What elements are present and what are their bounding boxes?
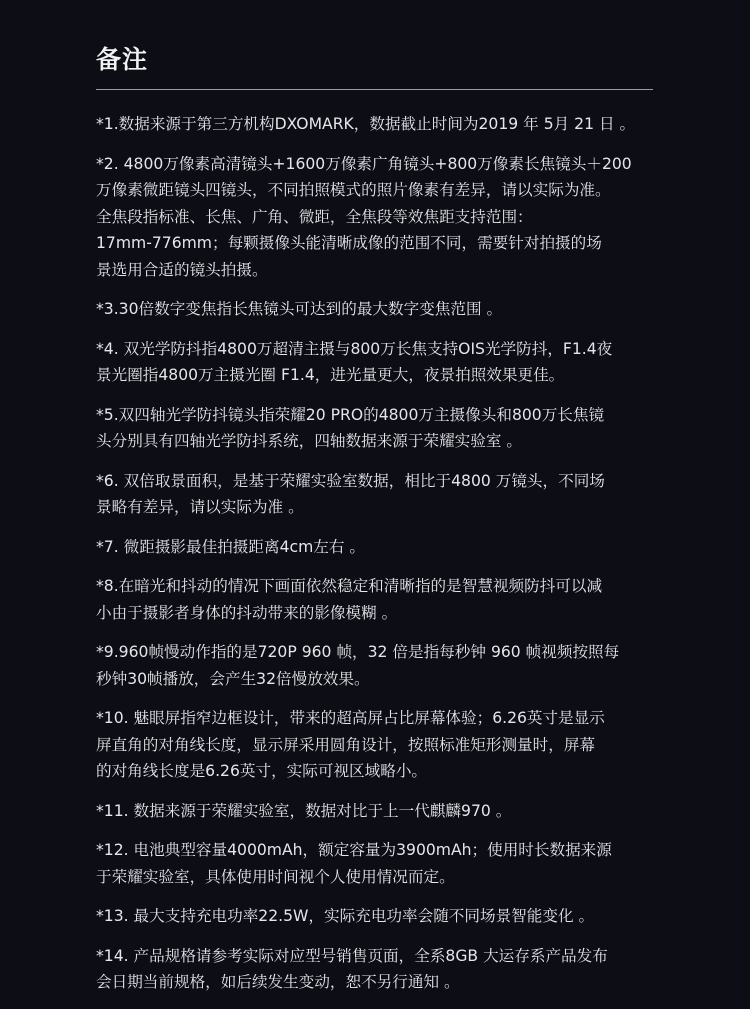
title-divider — [96, 89, 653, 90]
note-4: *4. 双光学防抖指4800万超清主摄与800万长焦支持OIS光学防抖，F1.4夜 景光圈指4800万主摄光圈 F1.4，进光量更大，夜景拍照效果更佳。 — [96, 339, 613, 384]
note-11: *11. 数据来源于荣耀实验室，数据对比于上一代麒麟970 。 — [96, 801, 512, 820]
note-7: *7. 微距摄影最佳拍摄距离4cm左右 。 — [96, 537, 365, 556]
note-8: *8.在暗光和抖动的情况下画面依然稳定和清晰指的是智慧视频防抖可以减 小由于摄影者身体的抖动带来的影像模糊 。 — [96, 577, 603, 622]
note-12: *12. 电池典型容量4000mAh，额定容量为3900mAh；使用时长数据来源 于荣耀实验室，具体使用时间视个人使用情况而定。 — [96, 841, 612, 886]
note-3: *3.30倍数字变焦指长焦镜头可达到的最大数字变焦范围 。 — [96, 300, 503, 318]
notes-list — [96, 111, 662, 1009]
note-1: *1.数据来源于第三方机构DXOMARK，数据截止时间为2019 年 5月 21 日 。 — [96, 115, 636, 133]
note-9: *9.960帧慢动作指的是720P 960 帧，32 倍是指每秒钟 960 帧视频按照每 秒钟30帧播放，会产生32倍慢放效果。 — [96, 643, 620, 688]
page-title: 备注 — [96, 45, 149, 74]
note-13: *13. 最大支持充电功率22.5W，实际充电功率会随不同场景智能变化 。 — [96, 907, 595, 925]
note-5: *5.双四轴光学防抖镜头指荣耀20 PRO的4800万主摄像头和800万长焦镜 头分别具有四轴光学防抖系统，四轴数据来源于荣耀实验室 。 — [96, 405, 605, 450]
note-6: *6. 双倍取景面积，是基于荣耀实验室数据，相比于4800 万镜头，不同场 景略有差异，请以实际为准 。 — [96, 471, 605, 516]
note-10: *10. 魅眼屏指窄边框设计，带来的超高屏占比屏幕体验；6.26英寸是显示 屏直角的对角线长度，显示屏采用圆角设计，按照标准矩形测量时，屏幕 的对角线长度是6.26英寸，实际可视区域略小。 — [96, 709, 605, 780]
note-2: *2. 4800万像素高清镜头+1600万像素广角镜头+800万像素长焦镜头＋200 万像素微距镜头四镜头，不同拍照模式的照片像素有差异，请以实际为准。 全焦段指标准、长焦、广角、微距，全焦段等效焦距支持范围： 17mm-776mm；每颗摄像头能清晰成像的范围不同，需要针对拍摄的场 景选用合适的镜头拍摄。 — [96, 154, 632, 279]
note-14: *14. 产品规格请参考实际对应型号销售页面，全系8GB 大运存系产品发布 会日期当前规格，如后续发生变动，恕不另行通知 。 — [96, 946, 608, 991]
